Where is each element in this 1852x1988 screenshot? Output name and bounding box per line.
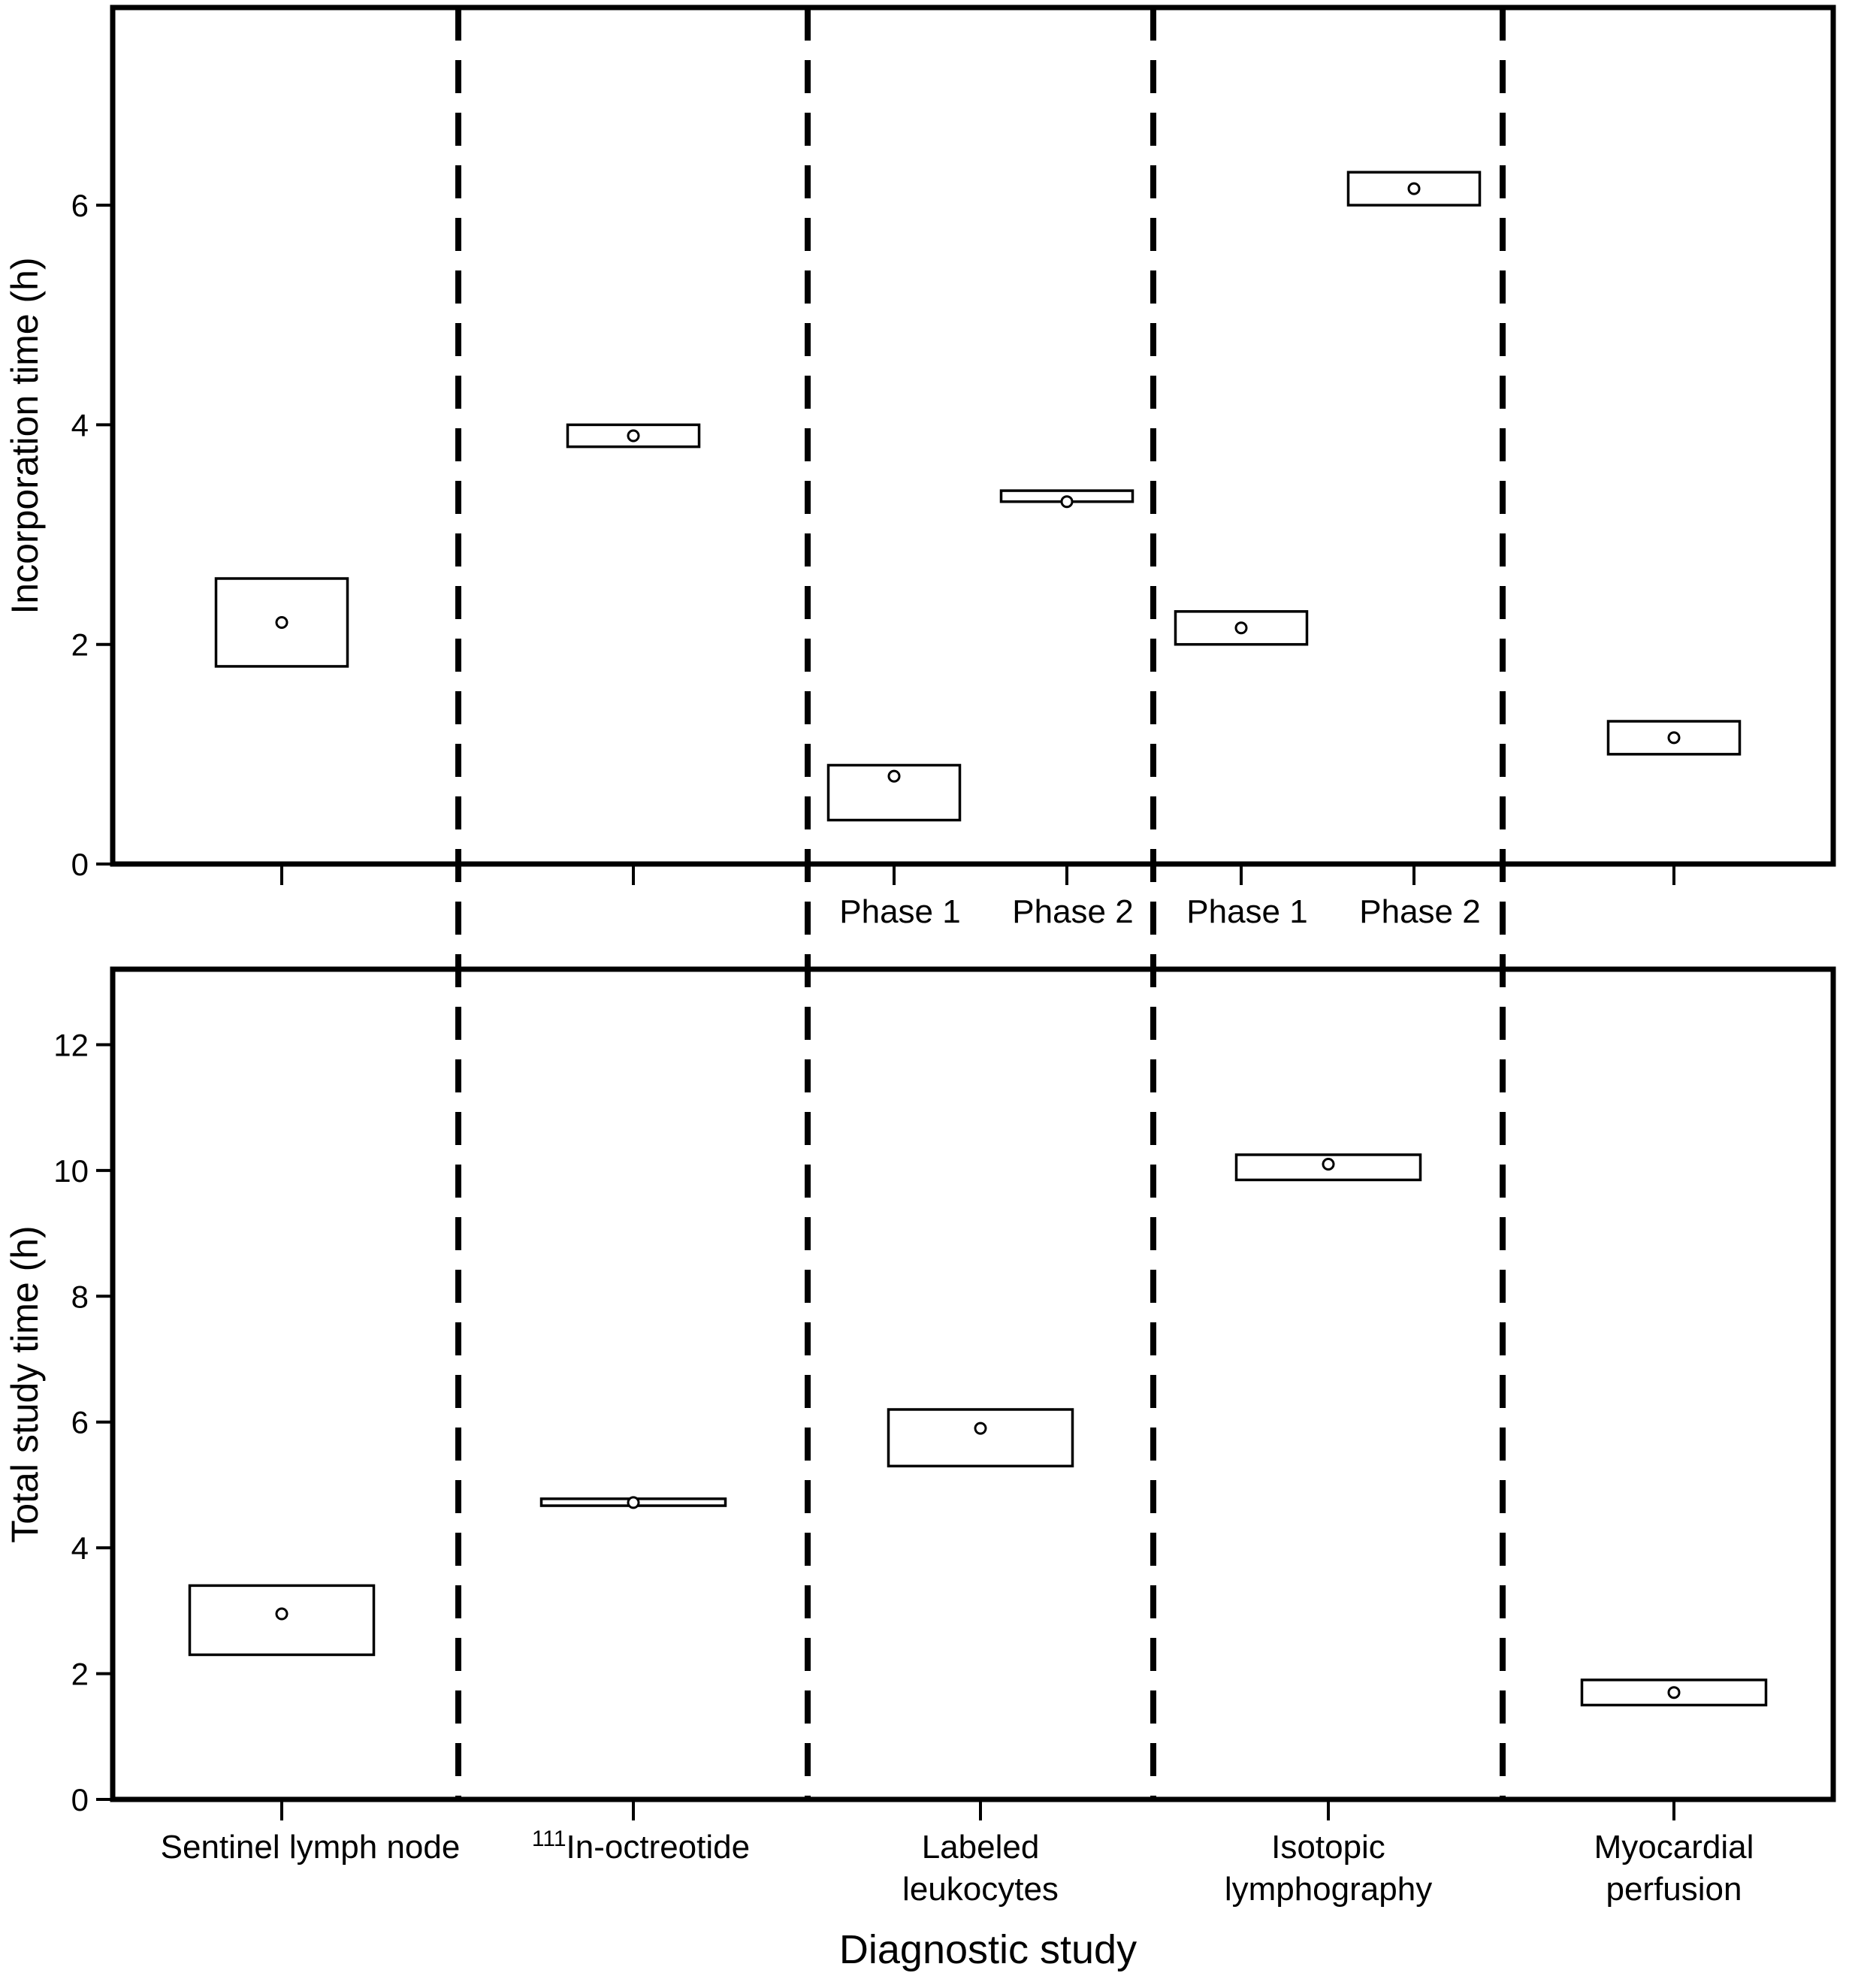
category-label-superscript: 111: [531, 1826, 566, 1851]
mean-marker: [1062, 497, 1072, 507]
mean-marker: [628, 431, 639, 441]
y-tick-label: 4: [71, 1530, 89, 1567]
y-tick-label: 8: [71, 1279, 89, 1315]
data-box: [889, 1409, 1073, 1466]
mean-marker: [1409, 183, 1419, 194]
y-tick-label: 2: [71, 627, 89, 663]
category-label-line: lymphography: [1224, 1871, 1433, 1908]
y-tick-label: 4: [71, 407, 89, 443]
category-label-text: In-octreotide: [566, 1829, 751, 1866]
category-label-line: Myocardial: [1594, 1829, 1754, 1866]
mean-marker: [1236, 623, 1246, 633]
category-label-line: Isotopic: [1271, 1829, 1385, 1866]
mean-marker: [1669, 733, 1679, 743]
y-tick-label: 10: [53, 1153, 89, 1189]
mean-marker: [1323, 1159, 1334, 1170]
y-axis-title: Incorporation time (h): [4, 257, 46, 615]
y-tick-label: 0: [71, 1782, 89, 1817]
mean-marker: [276, 1609, 287, 1619]
mean-marker: [1669, 1687, 1679, 1698]
mean-marker: [276, 617, 287, 627]
y-tick-label: 12: [53, 1027, 89, 1063]
y-tick-label: 2: [71, 1656, 89, 1692]
y-tick-label: 6: [71, 188, 89, 224]
mean-marker: [975, 1423, 986, 1434]
mean-marker: [628, 1497, 639, 1508]
phase-label: Phase 1: [1186, 893, 1308, 930]
y-tick-label: 0: [71, 847, 89, 882]
x-axis-title: Diagnostic study: [838, 1927, 1137, 1972]
mean-marker: [889, 771, 899, 781]
category-label-line: Sentinel lymph node: [160, 1829, 461, 1866]
y-tick-label: 6: [71, 1404, 89, 1440]
phase-label: Phase 2: [1359, 893, 1481, 930]
category-label: [161, 1829, 461, 1866]
category-label-line: perfusion: [1606, 1871, 1742, 1908]
category-label-line: Labeled: [921, 1829, 1040, 1866]
y-axis-title: Total study time (h): [4, 1225, 46, 1543]
phase-label: Phase 1: [839, 893, 961, 930]
category-label-line: leukocytes: [902, 1871, 1059, 1908]
phase-label: Phase 2: [1012, 893, 1134, 930]
